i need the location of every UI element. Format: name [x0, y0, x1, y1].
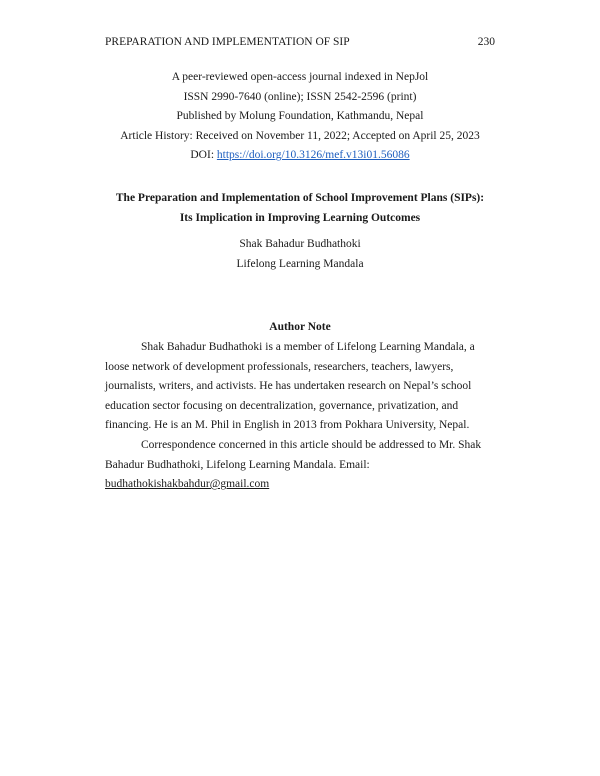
author-affiliation: Lifelong Learning Mandala [236, 257, 364, 270]
page-number: 230 [477, 36, 495, 48]
publisher-line: Published by Molung Foundation, Kathmandu, Nepal [176, 110, 424, 123]
title-line-2: Its Implication in Improving Learning Outcomes [179, 211, 421, 224]
issn-line: ISSN 2990-7640 (online); ISSN 2542-2596 (print) [183, 90, 417, 103]
note-p1-line: Shak Bahadur Budhathoki is a member of Lifelong Learning Mandala, a [141, 341, 475, 353]
doi-link[interactable]: https://doi.org/10.3126/mef.v13i01.56086 [216, 149, 410, 162]
note-p2-line: Correspondence concerned in this article should be addressed to Mr. Shak [141, 438, 482, 451]
byline [0, 235, 600, 274]
note-p1-line: journalists, writers, and activists. He has undertaken research on Nepal’s school [105, 380, 472, 393]
running-title: PREPARATION AND IMPLEMENTATION OF SIP [105, 36, 350, 48]
email-line [105, 475, 499, 495]
running-head [105, 36, 495, 48]
title-line-1: The Preparation and Implementation of School Improvement Plans (SIPs): [115, 192, 485, 204]
doi-label: DOI: [190, 149, 217, 162]
doi-line [0, 146, 600, 166]
note-p1-line: financing. He is an M. Phil in English in 2013 from Pokhara University, Nepal. [105, 419, 470, 432]
author-note-heading: Author Note [269, 321, 331, 333]
email-link[interactable]: budhathokishakbahdur@gmail.com [105, 478, 270, 491]
journal-info [0, 68, 600, 166]
note-p1-line: education sector focusing on decentralization, governance, privatization, and [105, 399, 459, 412]
article-history-line: Article History: Received on November 11, 2022; Accepted on April 25, 2023 [120, 129, 480, 142]
journal-indexing-line: A peer-reviewed open-access journal indexed in NepJol [171, 71, 429, 83]
note-p1-line: loose network of development professionals, researchers, teachers, lawyers, [105, 360, 454, 373]
article-title [0, 189, 600, 228]
author-name: Shak Bahadur Budhathoki [239, 238, 361, 250]
note-p2-line: Bahadur Budhathoki, Lifelong Learning Mandala. Email: [105, 458, 370, 471]
author-note-body [105, 338, 499, 495]
